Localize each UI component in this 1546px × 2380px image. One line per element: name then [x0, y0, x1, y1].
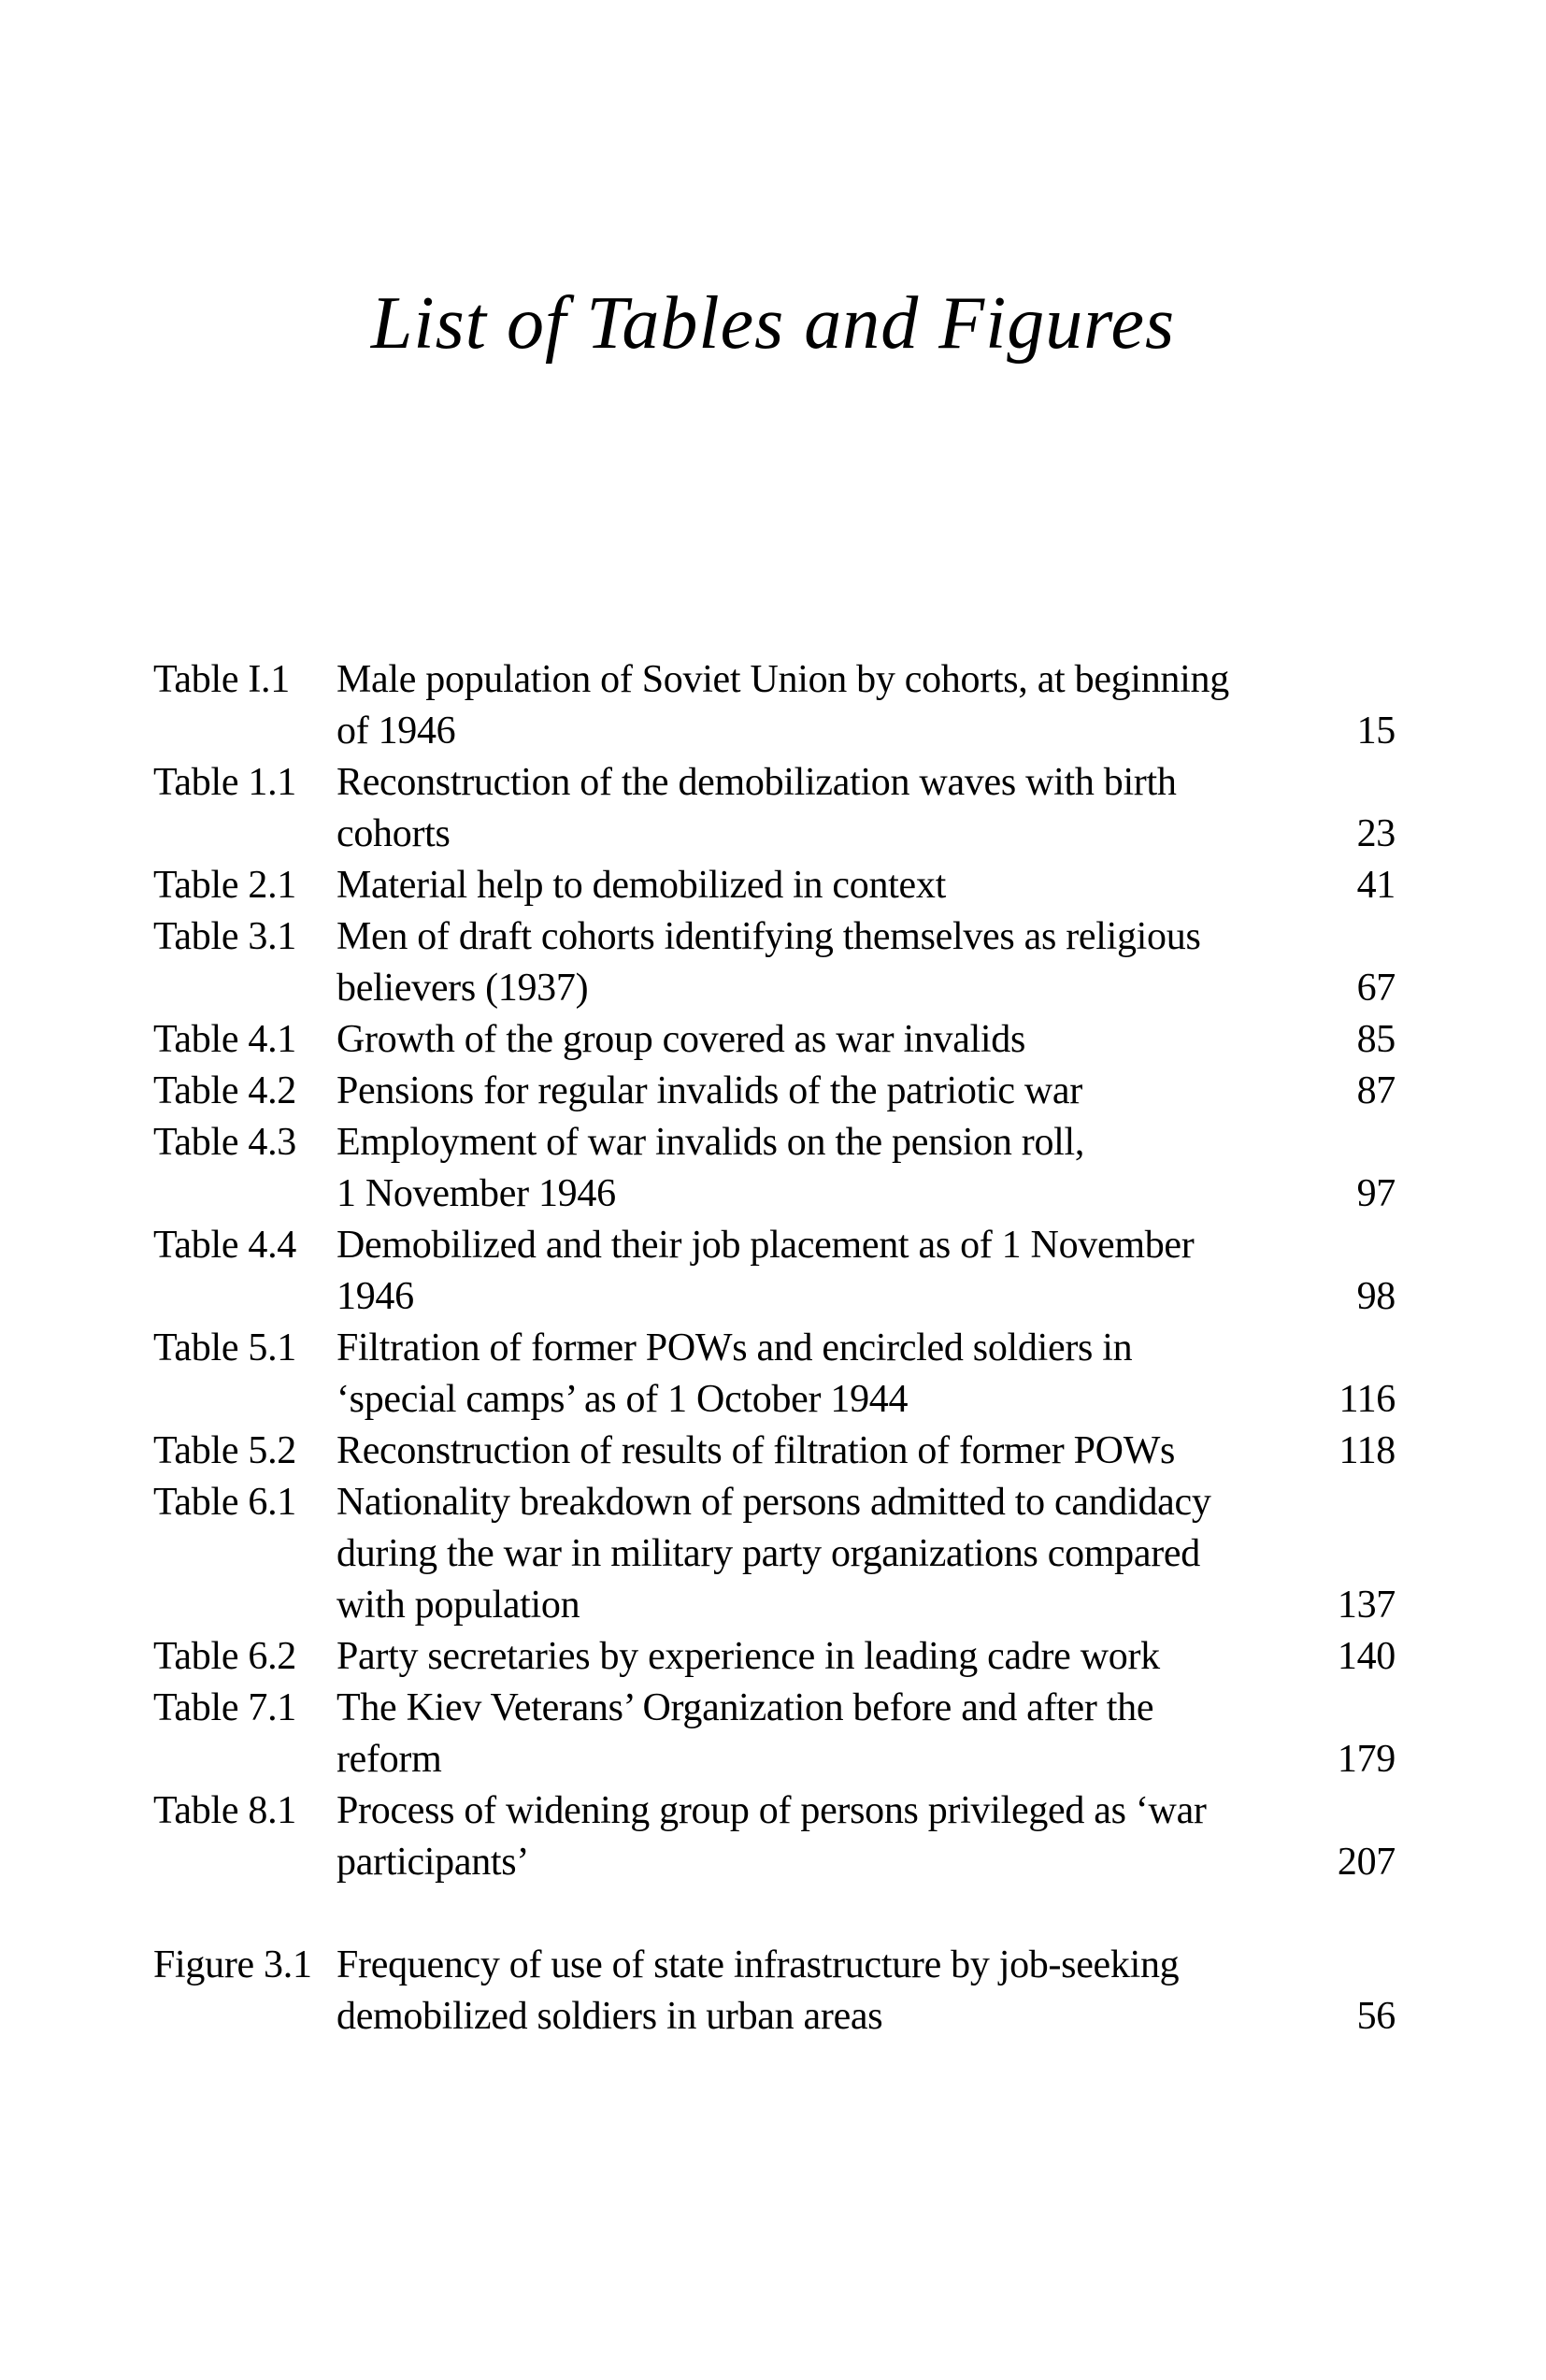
entry-caption: [336, 1426, 1338, 1477]
entry-caption-line: Frequency of use of state infrastructure by job-seeking: [336, 1943, 1180, 1986]
entry-page-number: 207: [1337, 1841, 1396, 1884]
entry-caption: [336, 757, 1357, 860]
entry-label: Table 4.4: [153, 1224, 296, 1267]
entry-caption-line: with population: [336, 1584, 580, 1627]
entry-page-number: 97: [1356, 1172, 1396, 1215]
entry-label: Figure 3.1: [153, 1943, 312, 1986]
entry-caption: [336, 1323, 1338, 1426]
lot-entry: [153, 1220, 1396, 1323]
lot-entry: [153, 1477, 1396, 1631]
lot-entry: [153, 1683, 1396, 1785]
entry-page-number: 137: [1337, 1584, 1396, 1627]
entry-label: Table 5.2: [153, 1429, 296, 1472]
entry-label: Table 4.3: [153, 1121, 296, 1164]
lot-entry: [153, 654, 1396, 757]
entry-label: Table 5.1: [153, 1326, 296, 1369]
entry-page-number: 87: [1356, 1069, 1396, 1112]
entry-label: Table 6.2: [153, 1635, 296, 1678]
entry-caption-line: Filtration of former POWs and encircled soldiers in: [336, 1326, 1133, 1369]
entry-label: Table 1.1: [153, 761, 296, 804]
lot-section-tables: [153, 654, 1396, 1888]
entry-caption-line: participants’: [336, 1841, 530, 1884]
entry-page-number: 85: [1356, 1018, 1396, 1061]
entry-caption: [336, 654, 1357, 757]
entry-caption-line: Party secretaries by experience in leading cadre work: [336, 1635, 1160, 1678]
lot-entry: [153, 1066, 1396, 1117]
entry-page-number: 23: [1356, 812, 1396, 855]
entry-page-number: 56: [1356, 1995, 1396, 2038]
entry-page-number: 15: [1356, 710, 1396, 753]
entry-caption-line: 1946: [336, 1275, 414, 1318]
entry-caption-line: ‘special camps’ as of 1 October 1944: [336, 1378, 909, 1421]
entry-caption: [336, 1785, 1338, 1888]
entry-caption-line: cohorts: [336, 812, 451, 855]
lot-entry: [153, 911, 1396, 1014]
entry-caption-line: Demobilized and their job placement as of 1 November: [336, 1224, 1195, 1267]
lot-entry: [153, 1940, 1396, 2043]
entry-caption: [336, 1220, 1357, 1323]
entry-label: Table 3.1: [153, 915, 296, 958]
lot-entry: [153, 1426, 1396, 1477]
entry-caption-line: reform: [336, 1738, 442, 1781]
entry-caption-line: 1 November 1946: [336, 1172, 616, 1215]
entry-caption-line: Male population of Soviet Union by cohorts, at beginning: [336, 658, 1229, 701]
entry-page-number: 98: [1356, 1275, 1396, 1318]
entry-caption: [336, 1683, 1338, 1785]
entry-caption-line: Growth of the group covered as war invalids: [336, 1018, 1026, 1061]
entry-caption-line: Process of widening group of persons privileged as ‘war: [336, 1789, 1207, 1832]
entry-page-number: 140: [1337, 1635, 1396, 1678]
lot-entry: [153, 860, 1396, 911]
entry-caption: [336, 1066, 1357, 1117]
entry-caption-line: Pensions for regular invalids of the patriotic war: [336, 1069, 1082, 1112]
list-of-tables-and-figures: [153, 654, 1396, 2043]
entry-caption-line: Reconstruction of results of filtration of former POWs: [336, 1429, 1176, 1472]
entry-caption: [336, 1940, 1357, 2043]
entry-caption-line: Material help to demobilized in context: [336, 864, 946, 907]
entry-page-number: 118: [1338, 1429, 1396, 1472]
entry-caption-line: The Kiev Veterans’ Organization before and after the: [336, 1686, 1154, 1729]
entry-caption-line: during the war in military party organizations compared: [336, 1532, 1200, 1575]
entry-label: Table 4.1: [153, 1018, 296, 1061]
entry-caption: [336, 911, 1357, 1014]
entry-caption-line: Men of draft cohorts identifying themselves as religious: [336, 915, 1201, 958]
entry-caption-line: Employment of war invalids on the pension roll,: [336, 1121, 1085, 1164]
lot-entry: [153, 1014, 1396, 1066]
lot-entry: [153, 1785, 1396, 1888]
entry-label: Table 6.1: [153, 1481, 296, 1524]
entry-caption-line: Nationality breakdown of persons admitted to candidacy: [336, 1481, 1211, 1524]
page-title: List of Tables and Figures: [370, 282, 1176, 365]
entry-caption: [336, 1477, 1338, 1631]
lot-section-figures: [153, 1940, 1396, 2043]
entry-caption: [336, 1014, 1357, 1066]
entry-label: Table 7.1: [153, 1686, 296, 1729]
entry-caption-line: demobilized soldiers in urban areas: [336, 1995, 883, 2038]
entry-label: Table 4.2: [153, 1069, 296, 1112]
entry-caption-line: Reconstruction of the demobilization waves with birth: [336, 761, 1177, 804]
entry-page-number: 116: [1338, 1378, 1396, 1421]
entry-page-number: 41: [1356, 864, 1396, 907]
entry-caption-line: of 1946: [336, 710, 456, 753]
lot-entry: [153, 1323, 1396, 1426]
entry-caption: [336, 1631, 1338, 1683]
entry-label: Table 8.1: [153, 1789, 296, 1832]
entry-caption: [336, 860, 1357, 911]
entry-page-number: 179: [1337, 1738, 1396, 1781]
entry-page-number: 67: [1356, 967, 1396, 1010]
lot-entry: [153, 1631, 1396, 1683]
lot-entry: [153, 1117, 1396, 1220]
entry-label: Table 2.1: [153, 864, 296, 907]
entry-label: Table I.1: [153, 658, 290, 701]
lot-entry: [153, 757, 1396, 860]
entry-caption-line: believers (1937): [336, 967, 589, 1010]
entry-caption: [336, 1117, 1357, 1220]
